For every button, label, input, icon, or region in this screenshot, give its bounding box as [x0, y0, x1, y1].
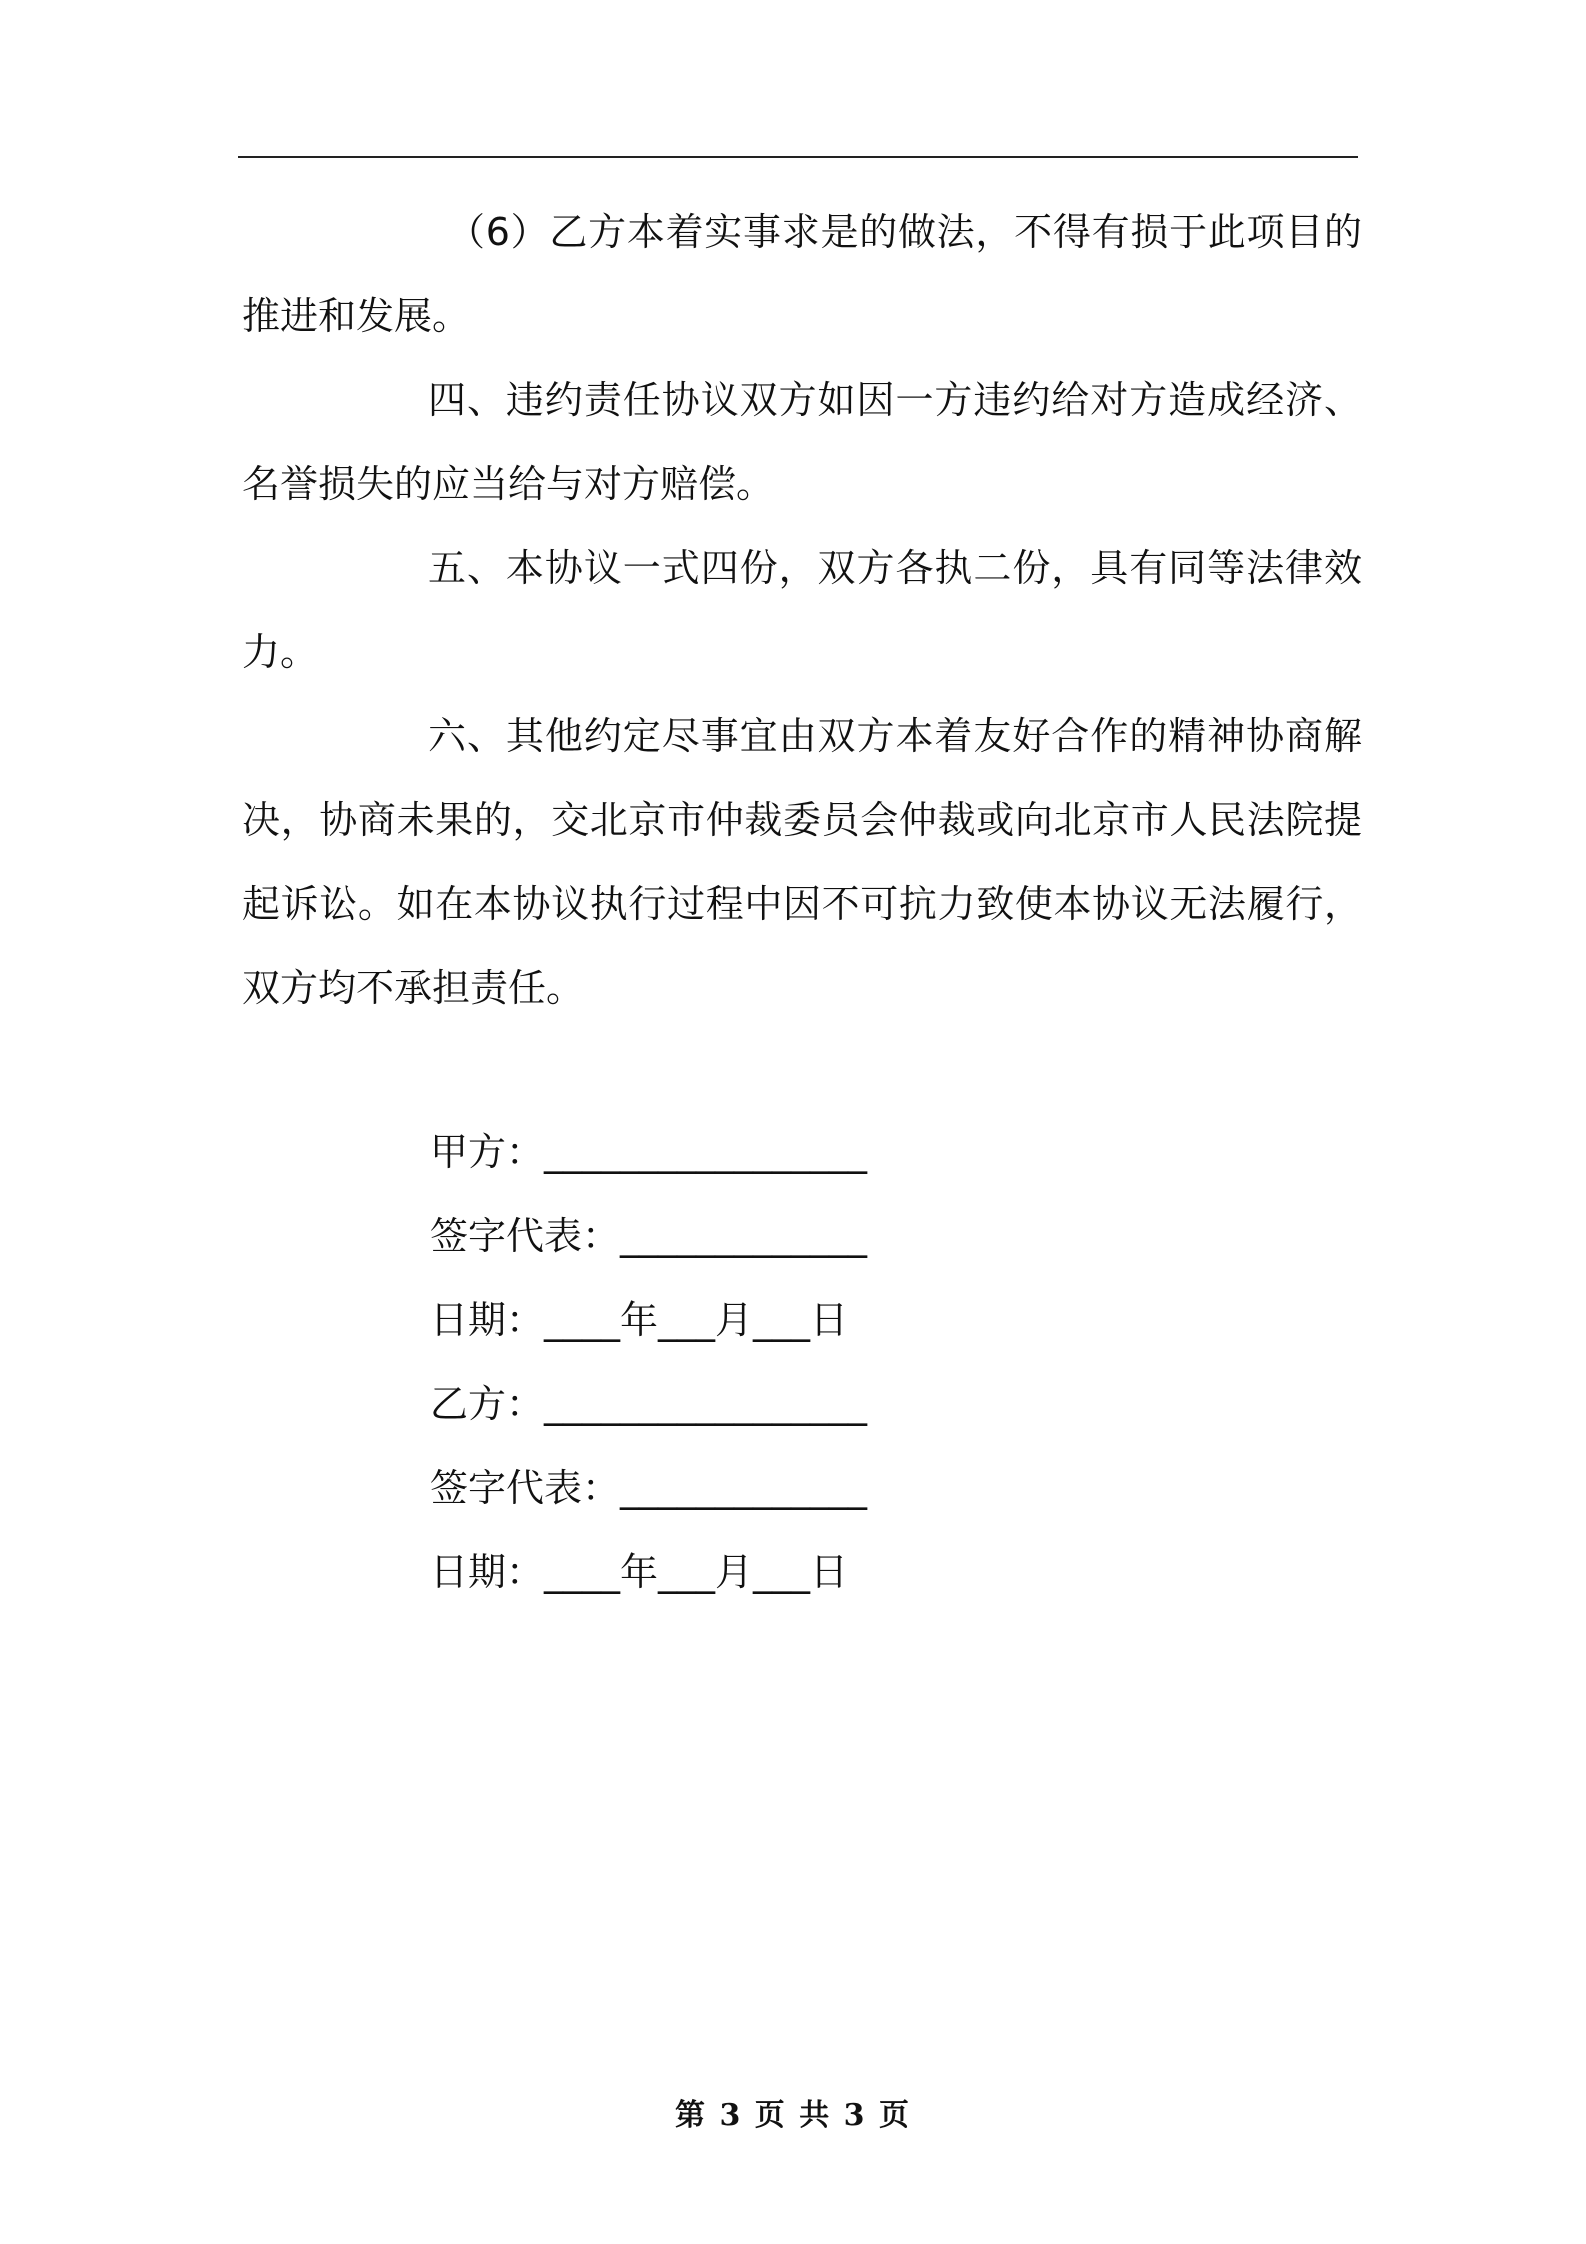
- party-b-line: [430, 1362, 1130, 1446]
- date-b-day-blank: ___: [753, 1550, 811, 1594]
- date-a-line: [430, 1278, 1130, 1362]
- date-b-month-blank: ___: [658, 1550, 716, 1594]
- clause-other-matters: 六、其他约定尽事宜由双方本着友好合作的精神协商解决，协商未果的，交北京市仲裁委员会仲裁或向北京市人民法院提起诉讼。如在本协议执行过程中因不可抗力致使本协议无法履行，双方均不承担责任。: [242, 714, 1362, 1010]
- date-b-year: 年: [620, 1550, 659, 1594]
- date-b-year-blank: ____: [544, 1550, 621, 1594]
- date-a-day-blank: ___: [753, 1298, 811, 1342]
- date-a-day: 日: [810, 1298, 849, 1342]
- page-number-footer: 第 3 页 共 3 页: [675, 2098, 911, 2133]
- party-b-blank: _________________: [544, 1382, 868, 1426]
- date-a-month: 月: [715, 1298, 754, 1342]
- party-a-line: [430, 1110, 1130, 1194]
- document-body: [242, 190, 1362, 1030]
- date-b-month: 月: [715, 1550, 754, 1594]
- rep-b-label: 签字代表：: [430, 1466, 621, 1510]
- rep-a-label: 签字代表：: [430, 1214, 621, 1258]
- header-rule: [238, 156, 1358, 158]
- party-b-label: 乙方：: [430, 1382, 545, 1426]
- rep-a-blank: _____________: [620, 1214, 868, 1258]
- party-a-label: 甲方：: [430, 1130, 545, 1174]
- date-b-line: [430, 1530, 1130, 1614]
- rep-a-line: [430, 1194, 1130, 1278]
- date-a-month-blank: ___: [658, 1298, 716, 1342]
- clause-item-6: （6）乙方本着实事求是的做法，不得有损于此项目的推进和发展。: [242, 210, 1362, 338]
- signature-block: [430, 1110, 1130, 1614]
- rep-b-line: [430, 1446, 1130, 1530]
- date-a-year-blank: ____: [544, 1298, 621, 1342]
- date-a-year: 年: [620, 1298, 659, 1342]
- date-a-label: 日期：: [430, 1298, 545, 1342]
- rep-b-blank: _____________: [620, 1466, 868, 1510]
- clause-copies: 五、本协议一式四份，双方各执二份，具有同等法律效力。: [242, 546, 1362, 674]
- clause-breach-liability: 四、违约责任协议双方如因一方违约给对方造成经济、名誉损失的应当给与对方赔偿。: [242, 378, 1362, 506]
- date-b-label: 日期：: [430, 1550, 545, 1594]
- date-b-day: 日: [810, 1550, 849, 1594]
- party-a-blank: _________________: [544, 1130, 868, 1174]
